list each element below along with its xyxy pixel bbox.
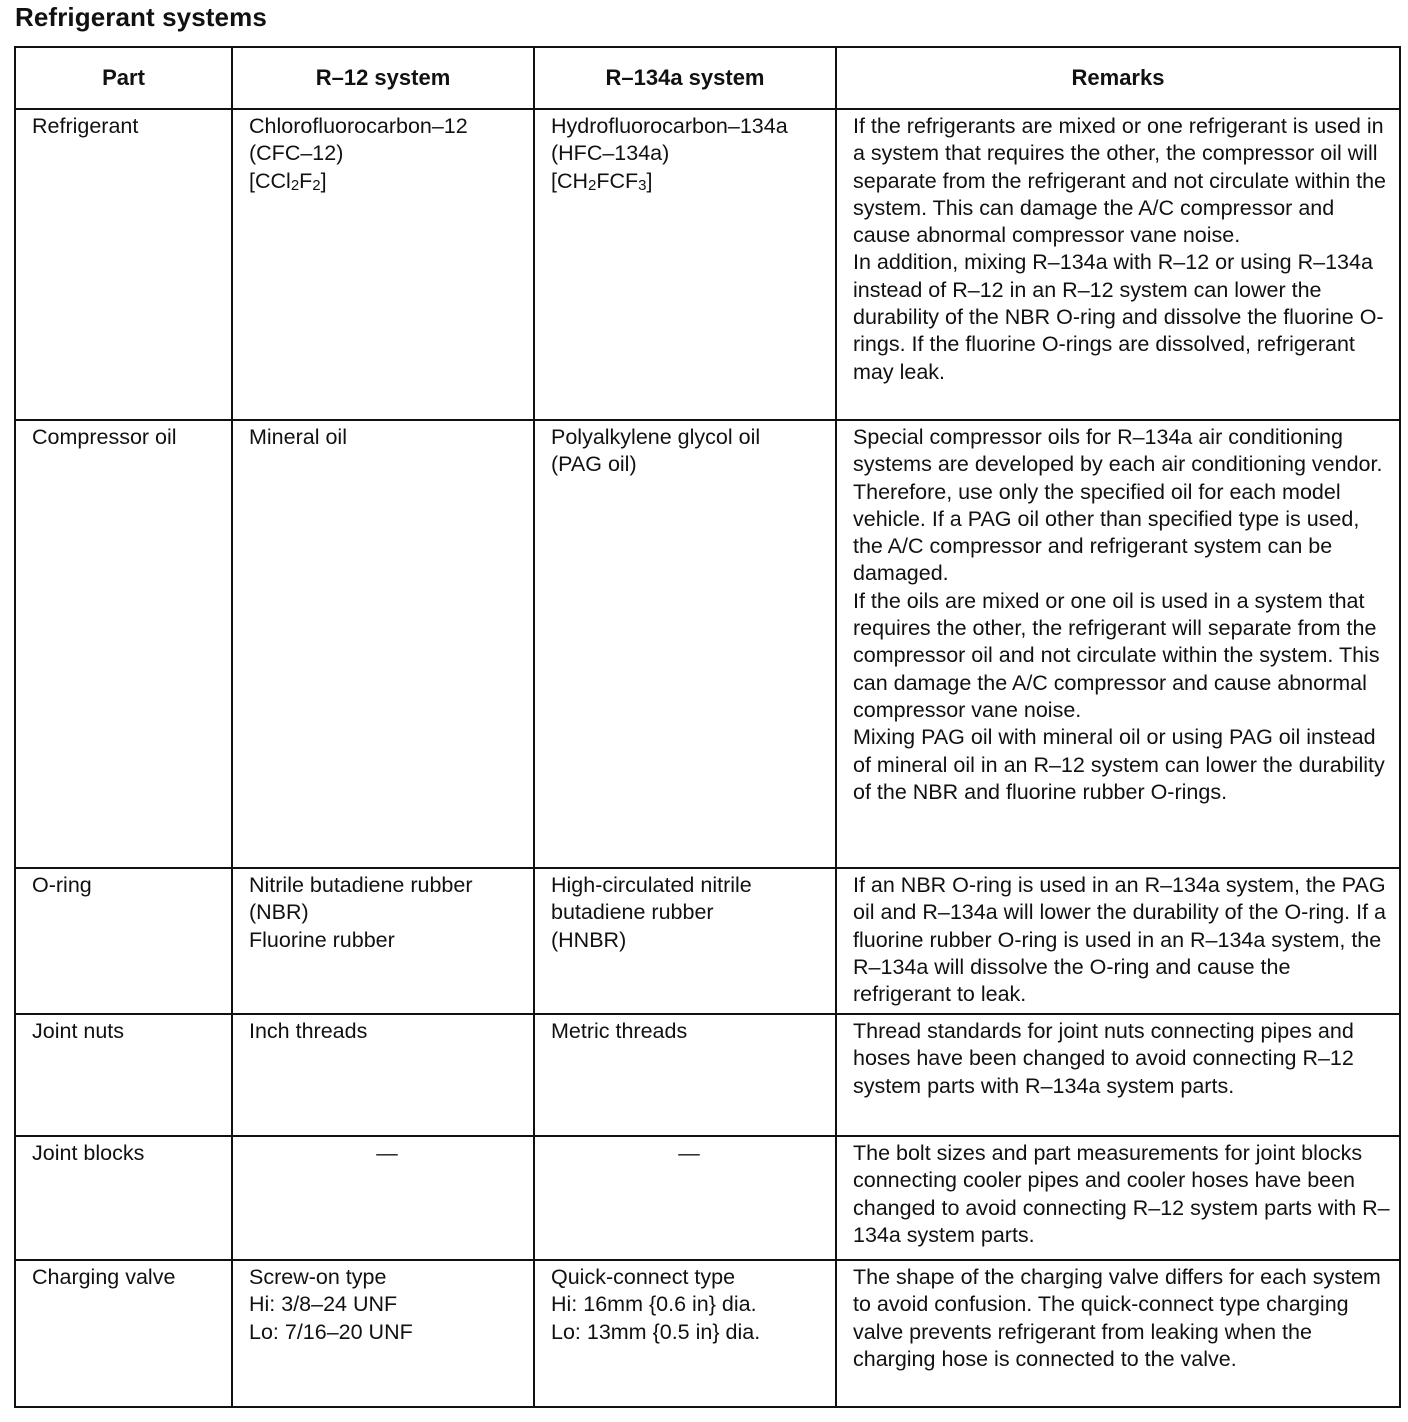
cell-line: (HFC–134a)	[551, 141, 670, 166]
remark-paragraph: The bolt sizes and part measurements for joint blocks connecting cooler pipes and cooler hoses have been changed to avoid connecting R–12 system parts with R–134a system parts.	[853, 1141, 1390, 1247]
cell-line: Fluorine rubber	[249, 927, 395, 952]
formula-subscript: 3	[638, 176, 647, 194]
table-row	[15, 1136, 1400, 1260]
r134a-cell	[534, 420, 836, 868]
remarks-cell	[836, 420, 1400, 868]
column-header-r12: R–12 system	[232, 47, 534, 109]
column-header-remarks: Remarks	[836, 47, 1400, 109]
r12-cell	[232, 868, 534, 1014]
remarks-cell	[836, 1136, 1400, 1260]
table-row	[15, 420, 1400, 868]
r134a-cell	[534, 1260, 836, 1407]
formula-part: FCF	[596, 168, 639, 193]
r134a-cell-empty: —	[534, 1136, 836, 1260]
formula-part: ]	[646, 168, 653, 193]
table-header-row	[15, 47, 1400, 109]
r134a-cell	[534, 1014, 836, 1136]
r12-cell-empty: —	[232, 1136, 534, 1260]
cell-line: Hydrofluorocarbon–134a	[551, 114, 788, 138]
r134a-cell	[534, 868, 836, 1014]
remark-paragraph: Mixing PAG oil with mineral oil or using PAG oil instead of mineral oil in an R–12 system can lower the durability of the NBR and fluorine rubber O-rings.	[853, 725, 1385, 804]
cell-line: Polyalkylene glycol oil	[551, 425, 761, 449]
cell-line: Chlorofluorocarbon–12	[249, 114, 468, 138]
cell-line: Inch threads	[249, 1019, 368, 1043]
cell-line: Hi: 16mm {0.6 in} dia.	[551, 1292, 757, 1317]
r134a-cell	[534, 109, 836, 420]
r12-cell	[232, 1014, 534, 1136]
cell-line: (CFC–12)	[249, 141, 344, 166]
cell-line: Nitrile butadiene rubber	[249, 873, 473, 897]
cell-line: High-circulated nitrile	[551, 873, 752, 897]
r12-cell	[232, 420, 534, 868]
remarks-cell	[836, 1014, 1400, 1136]
table-row	[15, 1014, 1400, 1136]
remark-paragraph: If the oils are mixed or one oil is used in a system that requires the other, the refrigerant will separate from the compressor oil and not circulate within the system. This can damage the A/C compressor and cause abnormal compressor vane noise.	[853, 588, 1380, 722]
cell-line: Metric threads	[551, 1019, 688, 1043]
formula-subscript: 2	[312, 176, 321, 194]
cell-line: butadiene rubber	[551, 900, 714, 925]
cell-line: Screw-on type	[249, 1265, 387, 1289]
remark-paragraph: If an NBR O-ring is used in an R–134a system, the PAG oil and R–134a will lower the durability of the O-ring. If a fluorine rubber O-ring is used in an R–134a system, the R–134a will dissolve the O-ring and cause the refrigerant to leak.	[853, 873, 1386, 1007]
formula-subscript: 2	[588, 176, 597, 194]
remark-paragraph: Special compressor oils for R–134a air conditioning systems are developed by each air conditioning vendor. Therefore, use only the specified oil for each model vehicle. If a PAG oil other than specified type is used, the A/C compressor and refrigerant system can be damaged.	[853, 425, 1383, 586]
table-row	[15, 1260, 1400, 1407]
part-cell: Compressor oil	[15, 420, 232, 868]
formula-part: [CH	[551, 168, 589, 193]
table-row	[15, 868, 1400, 1014]
column-header-part: Part	[15, 47, 232, 109]
refrigerant-comparison-table	[14, 46, 1401, 1408]
cell-line: Lo: 7/16–20 UNF	[249, 1319, 413, 1344]
cell-line: Mineral oil	[249, 425, 347, 449]
chemical-formula	[249, 168, 525, 197]
r12-cell	[232, 1260, 534, 1407]
table-row	[15, 109, 1400, 420]
remark-paragraph: The shape of the charging valve differs for each system to avoid confusion. The quick-connect type charging valve prevents refrigerant from leaking when the charging hose is connected to the valve.	[853, 1265, 1381, 1371]
cell-line: Hi: 3/8–24 UNF	[249, 1292, 398, 1317]
part-cell: Joint nuts	[15, 1014, 232, 1136]
formula-part: F	[299, 168, 313, 193]
remarks-cell	[836, 1260, 1400, 1407]
part-cell: Joint blocks	[15, 1136, 232, 1260]
cell-line: Quick-connect type	[551, 1265, 736, 1289]
column-header-r134a: R–134a system	[534, 47, 836, 109]
part-cell: O-ring	[15, 868, 232, 1014]
remarks-cell	[836, 109, 1400, 420]
part-cell: Refrigerant	[15, 109, 232, 420]
page-title: Refrigerant systems	[15, 2, 267, 32]
remarks-cell	[836, 868, 1400, 1014]
formula-subscript: 2	[290, 176, 300, 194]
cell-line: (NBR)	[249, 900, 309, 925]
remark-paragraph: In addition, mixing R–134a with R–12 or using R–134a instead of R–12 in an R–12 system can lower the durability of the NBR O-ring and dissolve the fluorine O-rings. If the fluorine O-rings are dissolved, refrigerant may leak.	[853, 250, 1384, 384]
cell-line: Lo: 13mm {0.5 in} dia.	[551, 1319, 761, 1344]
formula-part: ]	[320, 168, 327, 193]
chemical-formula	[551, 168, 827, 197]
formula-part: [CCl	[249, 168, 291, 193]
part-cell: Charging valve	[15, 1260, 232, 1407]
cell-line: (HNBR)	[551, 927, 627, 952]
remark-paragraph: If the refrigerants are mixed or one refrigerant is used in a system that requires the other, the compressor oil will separate from the refrigerant and not circulate within the system. This can damage the A/C compressor and cause abnormal compressor vane noise.	[853, 114, 1387, 248]
remark-paragraph: Thread standards for joint nuts connecting pipes and hoses have been changed to avoid connecting R–12 system parts with R–134a system parts.	[853, 1019, 1354, 1098]
r12-cell	[232, 109, 534, 420]
cell-line: (PAG oil)	[551, 452, 637, 477]
